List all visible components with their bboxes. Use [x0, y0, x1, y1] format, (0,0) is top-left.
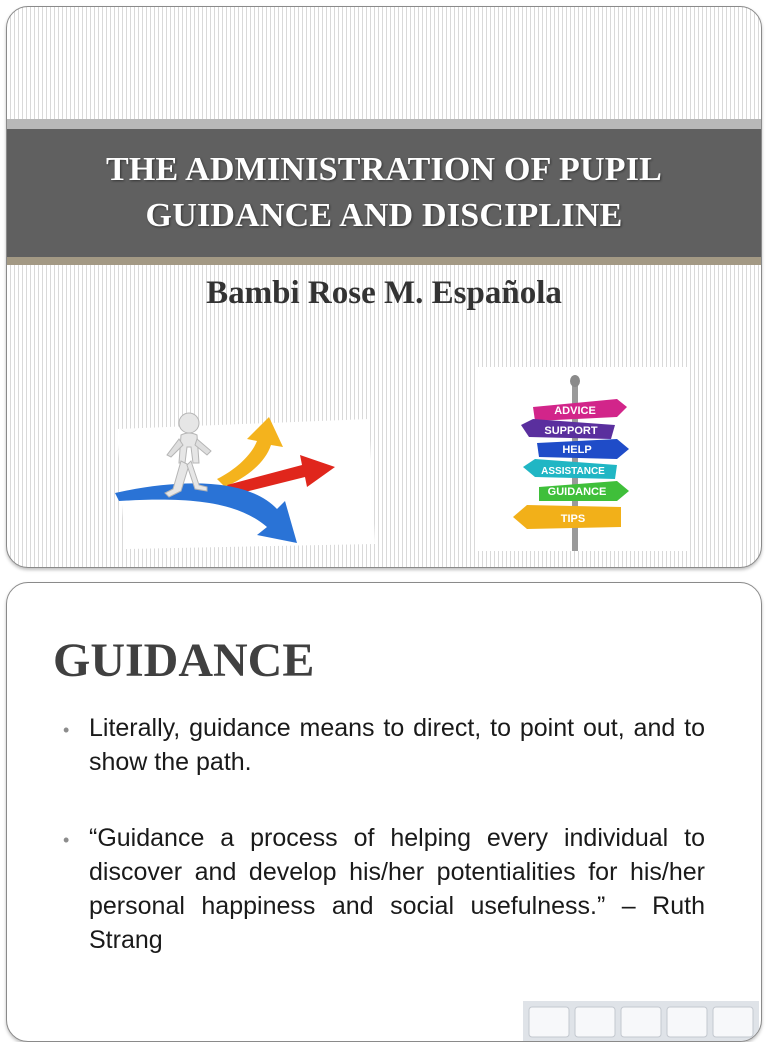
slide-title-line-2: GUIDANCE AND DISCIPLINE: [145, 197, 623, 234]
title-band: [7, 129, 761, 257]
title-band-top-line: [7, 119, 761, 129]
svg-text:GUIDANCE: GUIDANCE: [547, 486, 607, 498]
author-name: Bambi Rose M. Española: [206, 275, 562, 311]
keyboard-image: [523, 1001, 759, 1042]
svg-text:SUPPORT: SUPPORT: [544, 425, 598, 437]
signpost-illustration: [477, 367, 687, 551]
svg-text:ASSISTANCE: ASSISTANCE: [541, 466, 605, 477]
bullet-text: Literally, guidance means to direct, to point out, and to show the path.: [89, 714, 705, 776]
slide-heading: GUIDANCE: [53, 634, 315, 687]
bullet-text: “Guidance a process of helping every individual to discover and develop his/her potentialities for his/her personal happiness and social usefulness.” – Ruth Strang: [89, 824, 705, 954]
guidance-slide: [6, 582, 762, 1042]
sign-tips: [513, 505, 621, 529]
bullet-item: [59, 821, 705, 957]
svg-text:ADVICE: ADVICE: [554, 405, 596, 417]
bullet-list: [59, 711, 705, 999]
bullet-dot-icon: •: [63, 720, 70, 740]
slide-title-line-1: THE ADMINISTRATION OF PUPIL: [105, 151, 663, 188]
bullet-item: [59, 711, 705, 779]
title-band-accent-line: [7, 257, 761, 265]
crossroads-arrows-illustration: [107, 359, 379, 549]
bullet-dot-icon: •: [63, 830, 70, 850]
title-slide: [6, 6, 762, 568]
signpost-cap: [570, 375, 580, 387]
svg-text:HELP: HELP: [562, 444, 592, 456]
svg-text:TIPS: TIPS: [560, 513, 586, 525]
